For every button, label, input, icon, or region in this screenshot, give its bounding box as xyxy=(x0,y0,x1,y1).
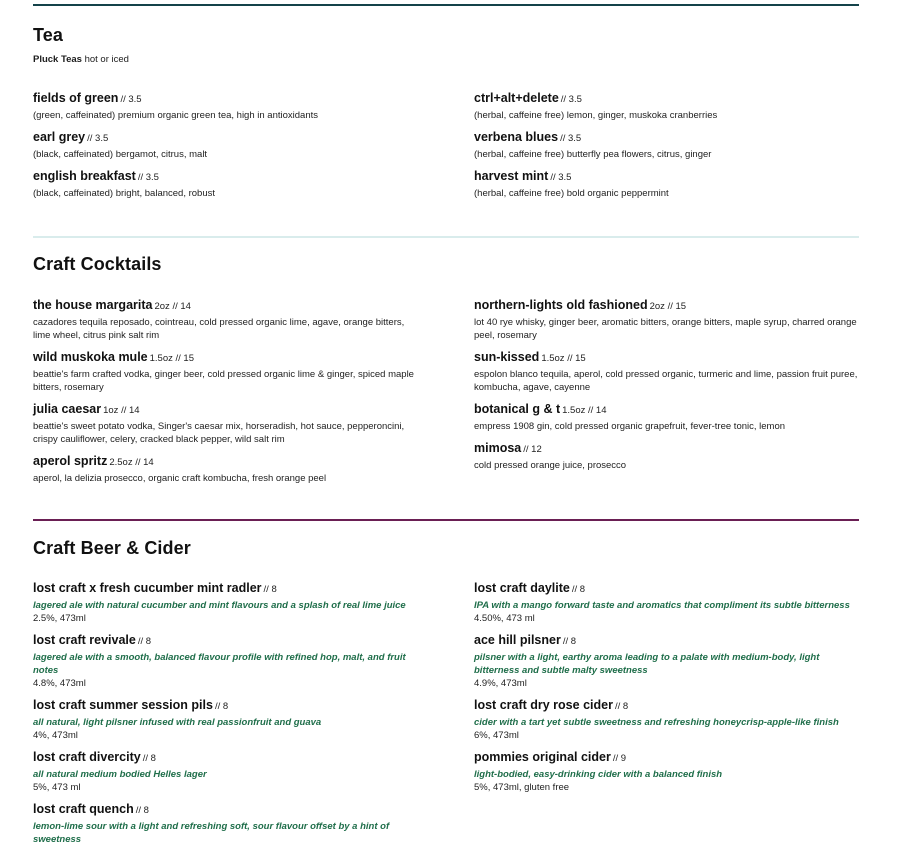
tea-section-title: Tea xyxy=(33,25,63,45)
item-name: lost craft revivale xyxy=(33,633,136,647)
beer-items xyxy=(33,579,859,852)
item-price: 1oz // 14 xyxy=(103,405,140,416)
item-price: // 3.5 xyxy=(87,133,109,144)
item-price: // 8 xyxy=(135,805,149,816)
menu-item xyxy=(33,296,418,342)
item-price: // 9 xyxy=(612,753,627,764)
tea-right-column xyxy=(474,89,859,206)
beer-left-column xyxy=(33,579,418,852)
item-name: lost craft daylite xyxy=(474,581,570,595)
item-abv-size: 5%, 473 ml xyxy=(33,782,81,793)
menu-item xyxy=(474,128,859,161)
cocktails-section-title: Craft Cocktails xyxy=(33,254,162,274)
item-description: (herbal, caffeine free) butterfly pea flowers, citrus, ginger xyxy=(474,149,712,160)
beer-section-title: Craft Beer & Cider xyxy=(33,538,191,558)
item-description: cider with a tart yet subtle sweetness and refreshing honeycrisp-apple-like finish xyxy=(474,717,839,728)
item-description: lagered ale with a smooth, balanced flavour profile with refined hop, malt, and fruit notes xyxy=(33,652,406,676)
menu-item xyxy=(474,348,859,394)
item-abv-size: 4.9%, 473ml xyxy=(474,678,527,689)
item-price: // 3.5 xyxy=(550,172,572,183)
item-description: (herbal, caffeine free) bold organic peppermint xyxy=(474,188,669,199)
menu-item xyxy=(474,400,859,433)
menu-item xyxy=(33,128,418,161)
item-description: cold pressed orange juice, prosecco xyxy=(474,460,627,471)
item-description: lagered ale with natural cucumber and mint flavours and a splash of real lime juice xyxy=(33,600,406,611)
item-price: // 12 xyxy=(523,444,542,455)
menu-item xyxy=(474,696,859,742)
menu-item xyxy=(474,439,859,472)
menu-item xyxy=(474,748,859,794)
item-abv-size: 5%, 473ml, gluten free xyxy=(474,782,570,793)
item-description: IPA with a mango forward taste and aromatics that compliment its subtle bitterness xyxy=(474,600,850,611)
item-price: // 8 xyxy=(137,636,152,647)
item-name: harvest mint xyxy=(474,169,549,183)
item-abv-size: 4%, 473ml xyxy=(33,730,78,741)
item-description: lot 40 rye whisky, ginger beer, aromatic bitters, orange bitters, maple syrup, charred orange peel, rosemary xyxy=(474,317,857,341)
item-description: all natural medium bodied Helles lager xyxy=(33,769,207,780)
item-price: // 8 xyxy=(562,636,577,647)
menu-item xyxy=(33,631,418,690)
tea-brand-note: hot or iced xyxy=(84,54,129,65)
item-description: (black, caffeinated) bergamot, citrus, malt xyxy=(33,149,208,160)
item-description: pilsner with a light, earthy aroma leading to a palate with medium-body, light bitterness and subtle malty sweetness xyxy=(474,652,820,676)
item-price: // 3.5 xyxy=(560,133,582,144)
item-price: // 3.5 xyxy=(120,94,142,105)
item-description: lemon-lime sour with a light and refreshing soft, sour flavour offset by a hint of sweetness xyxy=(33,821,390,845)
item-name: wild muskoka mule xyxy=(33,350,148,364)
tea-brand: Pluck Teas xyxy=(33,54,82,65)
item-description: (green, caffeinated) premium organic green tea, high in antioxidants xyxy=(33,110,318,121)
item-name: lost craft dry rose cider xyxy=(474,698,613,712)
menu-item xyxy=(33,452,418,485)
item-price: 1.5oz // 15 xyxy=(541,353,586,364)
tea-items xyxy=(33,89,859,206)
item-description: empress 1908 gin, cold pressed organic grapefruit, fever-tree tonic, lemon xyxy=(474,421,786,432)
menu-item xyxy=(33,167,418,200)
item-name: the house margarita xyxy=(33,298,153,312)
item-name: english breakfast xyxy=(33,169,136,183)
item-name: pommies original cider xyxy=(474,750,611,764)
item-name: verbena blues xyxy=(474,130,559,144)
item-abv-size: 4.8%, 473ml xyxy=(33,678,86,689)
item-name: ctrl+alt+delete xyxy=(474,91,559,105)
menu-item xyxy=(474,631,859,690)
item-description: light-bodied, easy-drinking cider with a balanced finish xyxy=(474,769,723,780)
item-name: ace hill pilsner xyxy=(474,633,561,647)
cocktails-left-column xyxy=(33,296,418,491)
menu-item xyxy=(33,748,418,794)
item-description: (herbal, caffeine free) lemon, ginger, muskoka cranberries xyxy=(474,110,718,121)
item-price: // 3.5 xyxy=(560,94,582,105)
item-name: lost craft quench xyxy=(33,802,134,816)
item-description: all natural, light pilsner infused with real passionfruit and guava xyxy=(33,717,322,728)
item-price: // 8 xyxy=(614,701,629,712)
item-price: // 8 xyxy=(214,701,229,712)
menu-item xyxy=(33,400,418,446)
item-name: julia caesar xyxy=(33,402,102,416)
menu-item xyxy=(474,89,859,122)
item-name: fields of green xyxy=(33,91,119,105)
item-abv-size: 4.50%, 473 ml xyxy=(474,613,535,624)
item-price: 2oz // 15 xyxy=(649,301,687,312)
menu-item xyxy=(33,579,418,625)
item-price: 2oz // 14 xyxy=(154,301,191,312)
item-name: lost craft x fresh cucumber mint radler xyxy=(33,581,262,595)
item-description: aperol, la delizia prosecco, organic craft kombucha, fresh orange peel xyxy=(33,473,327,484)
menu-item xyxy=(474,296,859,342)
cocktail-items xyxy=(33,296,859,491)
menu-page xyxy=(33,0,859,852)
item-name: lost craft divercity xyxy=(33,750,141,764)
item-price: 2.5oz // 14 xyxy=(109,457,154,468)
item-description: beattie's sweet potato vodka, Singer's caesar mix, horseradish, hot sauce, pepperoncini, crispy cauliflower, celery, cracked black pepper, wild salt rim xyxy=(33,421,405,445)
menu-item xyxy=(33,696,418,742)
menu-item xyxy=(474,167,859,200)
menu-item xyxy=(33,89,418,122)
tea-left-column xyxy=(33,89,418,206)
item-name: lost craft summer session pils xyxy=(33,698,213,712)
item-description: espolon blanco tequila, aperol, cold pressed organic, turmeric and lime, passion fruit puree, kombucha, agave, cayenne xyxy=(474,369,858,393)
item-name: mimosa xyxy=(474,441,522,455)
item-name: northern-lights old fashioned xyxy=(474,298,648,312)
item-name: aperol spritz xyxy=(33,454,108,468)
cocktails-right-column xyxy=(474,296,859,491)
item-price: // 8 xyxy=(263,584,277,595)
menu-item xyxy=(33,348,418,394)
item-price: // 8 xyxy=(571,584,586,595)
beer-right-column xyxy=(474,579,859,852)
item-name: earl grey xyxy=(33,130,86,144)
item-abv-size: 6%, 473ml xyxy=(474,730,519,741)
item-price: 1.5oz // 14 xyxy=(562,405,607,416)
item-price: // 8 xyxy=(142,753,156,764)
item-abv-size: 2.5%, 473ml xyxy=(33,613,86,624)
menu-item xyxy=(474,579,859,625)
item-description: cazadores tequila reposado, cointreau, cold pressed organic lime, agave, orange bitters, lime wheel, citrus pink salt rim xyxy=(33,317,405,341)
item-name: sun-kissed xyxy=(474,350,540,364)
item-name: botanical g & t xyxy=(474,402,561,416)
item-description: beattie's farm crafted vodka, ginger beer, cold pressed organic lime & ginger, spiced maple bitters, rosemary xyxy=(33,369,414,393)
item-price: // 3.5 xyxy=(137,172,159,183)
menu-item xyxy=(33,800,418,846)
tea-subtitle xyxy=(33,54,859,65)
item-description: (black, caffeinated) bright, balanced, robust xyxy=(33,188,216,199)
item-price: 1.5oz // 15 xyxy=(149,353,194,364)
